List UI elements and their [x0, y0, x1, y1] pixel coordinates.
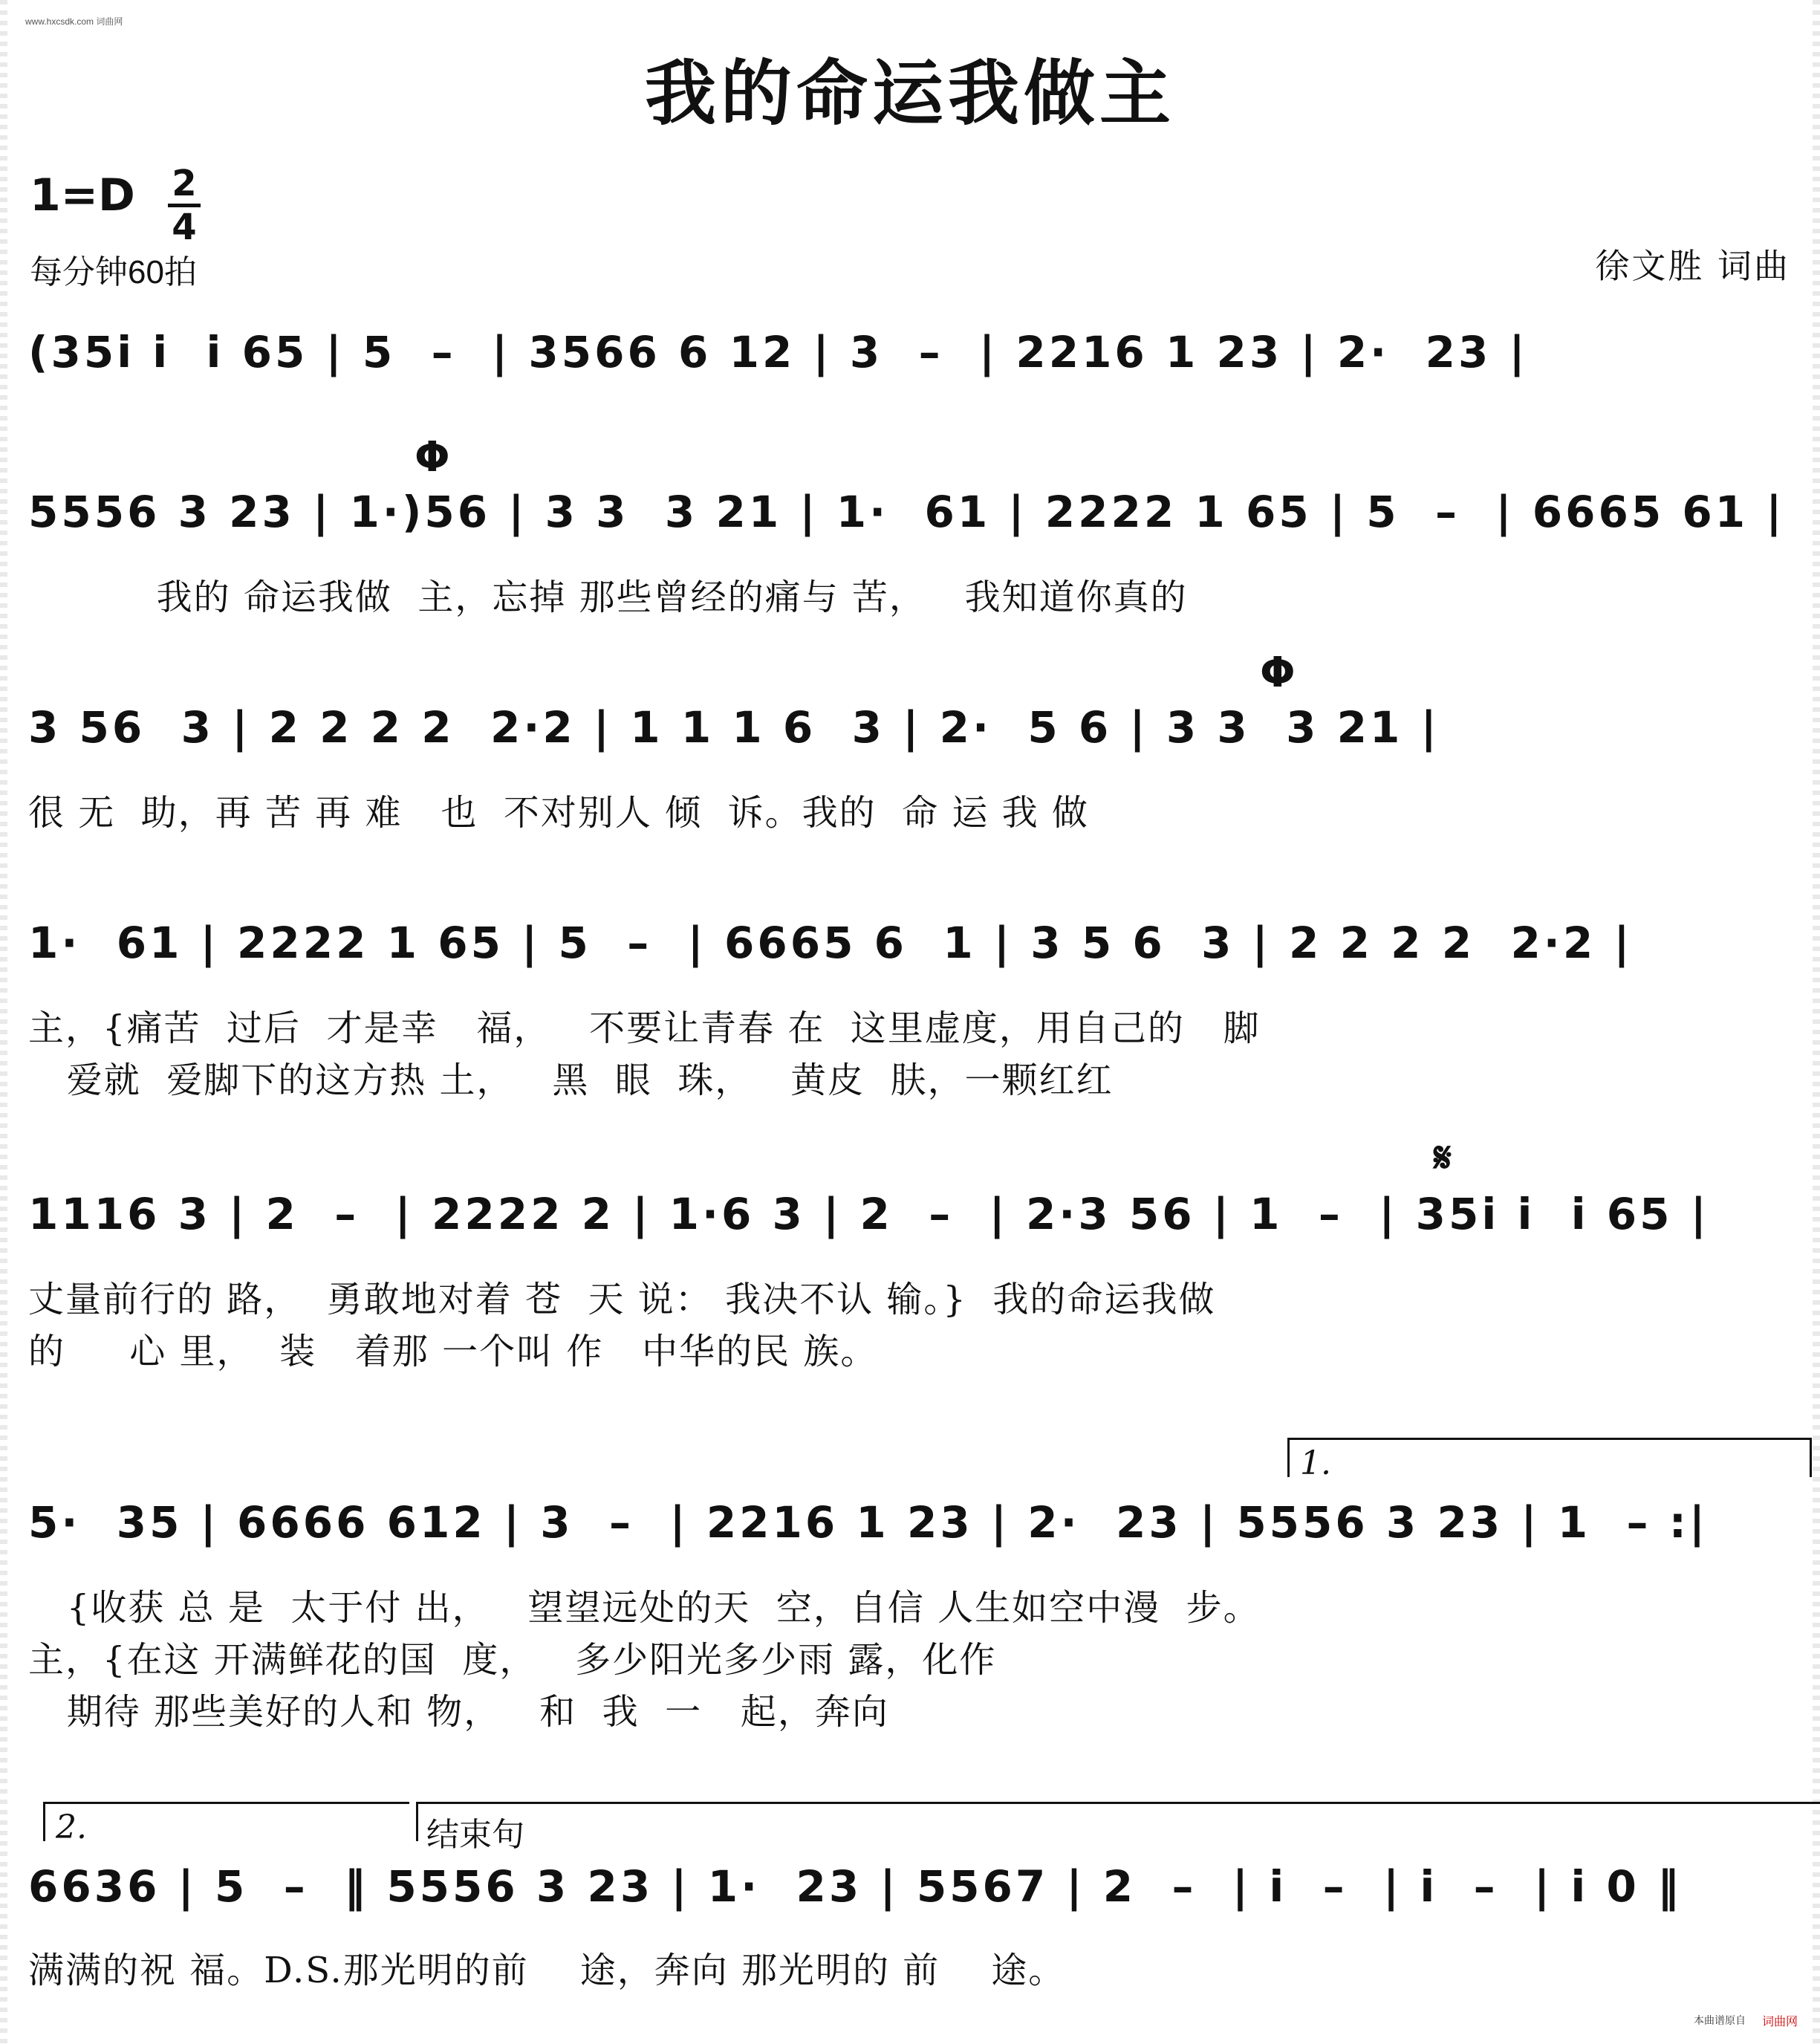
time-signature — [168, 165, 201, 246]
right-border-strip — [1813, 0, 1820, 2044]
first-ending-bracket — [1287, 1438, 1812, 1482]
footer-logo: 词曲网 — [1761, 2016, 1798, 2028]
key-signature: 1=D — [30, 169, 135, 221]
left-border-strip — [0, 0, 7, 2044]
second-ending-bracket — [43, 1802, 409, 1846]
lyric-line: 很 无 助，再 苦 再 难 也 不对别人 倾 诉。我的 命 运 我 做 — [28, 792, 1089, 834]
lyric-line: 丈量前行的 路， 勇敢地对着 苍 天 说： 我决不认 输。} 我的命运我做 — [28, 1279, 1216, 1320]
segno-symbol: 𝄋 — [1434, 1134, 1452, 1182]
time-signature-top: 2 — [172, 163, 197, 204]
notation-line: 3 56 3 | 2 2 2 2 2·2 | 1 1 1 6 3 | 2· 5 6 | 3 3 3 21 | — [28, 702, 1440, 753]
notation-line: (35i i i 65 | 5 – | 3566 6 12 | 3 – | 2216 1 23 | 2· 23 | — [28, 327, 1528, 377]
notation-line: 5556 3 23 | 1·)56 | 3 3 3 21 | 1· 61 | 2222 1 65 | 5 – | 6665 61 | — [28, 487, 1785, 537]
composer-credit: 徐文胜 词曲 — [1595, 246, 1790, 286]
notation-line: 6636 | 5 – ‖ 5556 3 23 | 1· 23 | 5567 | 2 – | i – | i – | i 0 ‖ — [28, 1861, 1682, 1912]
ending-phrase-bracket — [416, 1802, 1820, 1841]
ending-phrase-label: 结束句 — [426, 1817, 524, 1853]
lyric-line: 爱就 爱脚下的这方热 土， 黑 眼 珠， 黄皮 肤，一颗红红 — [28, 1060, 1114, 1101]
lyric-line: 的 心 里， 装 着那 一个叫 作 中华的民 族。 — [28, 1331, 878, 1372]
lyric-line: 我的 命运我做 主，忘掉 那些曾经的痛与 苦， 我知道你真的 — [28, 577, 1188, 618]
second-ending-label: 2. — [56, 1808, 87, 1846]
lyric-line: {收获 总 是 太于付 出， 望望远处的天 空，自信 人生如空中漫 步。 — [28, 1587, 1261, 1629]
lyric-line: 主，{在这 开满鲜花的国 度， 多少阳光多少雨 露，化作 — [28, 1639, 997, 1681]
notation-line: 5· 35 | 6666 612 | 3 – | 2216 1 23 | 2· 23 | 5556 3 23 | 1 – :| — [28, 1497, 1709, 1548]
lyric-line: 满满的祝 福。D.S.那光明的前 途，奔向 那光明的 前 途。 — [28, 1950, 1066, 1991]
notation-line: 1· 61 | 2222 1 65 | 5 – | 6665 6 1 | 3 5 6 3 | 2 2 2 2 2·2 | — [28, 918, 1633, 968]
footer-note: 本曲谱原自 — [1694, 2014, 1746, 2026]
lyric-line: 主，{痛苦 过后 才是幸 福， 不要让青春 在 这里虚度，用自己的 脚 — [28, 1008, 1261, 1049]
coda-symbol: Φ — [1260, 649, 1296, 697]
first-ending-label: 1. — [1300, 1444, 1331, 1482]
tempo-marking: 每分钟60拍 — [30, 254, 197, 291]
notation-line: 1116 3 | 2 – | 2222 2 | 1·6 3 | 2 – | 2·3 56 | 1 – | 35i i i 65 | — [28, 1189, 1709, 1239]
time-signature-bottom: 4 — [172, 207, 197, 248]
site-watermark: www.hxcsdk.com 词曲网 — [25, 16, 123, 27]
song-title: 我的命运我做主 — [645, 51, 1175, 135]
coda-symbol: Φ — [415, 433, 450, 481]
lyric-line: 期待 那些美好的人和 物， 和 我 一 起，奔向 — [28, 1691, 889, 1733]
